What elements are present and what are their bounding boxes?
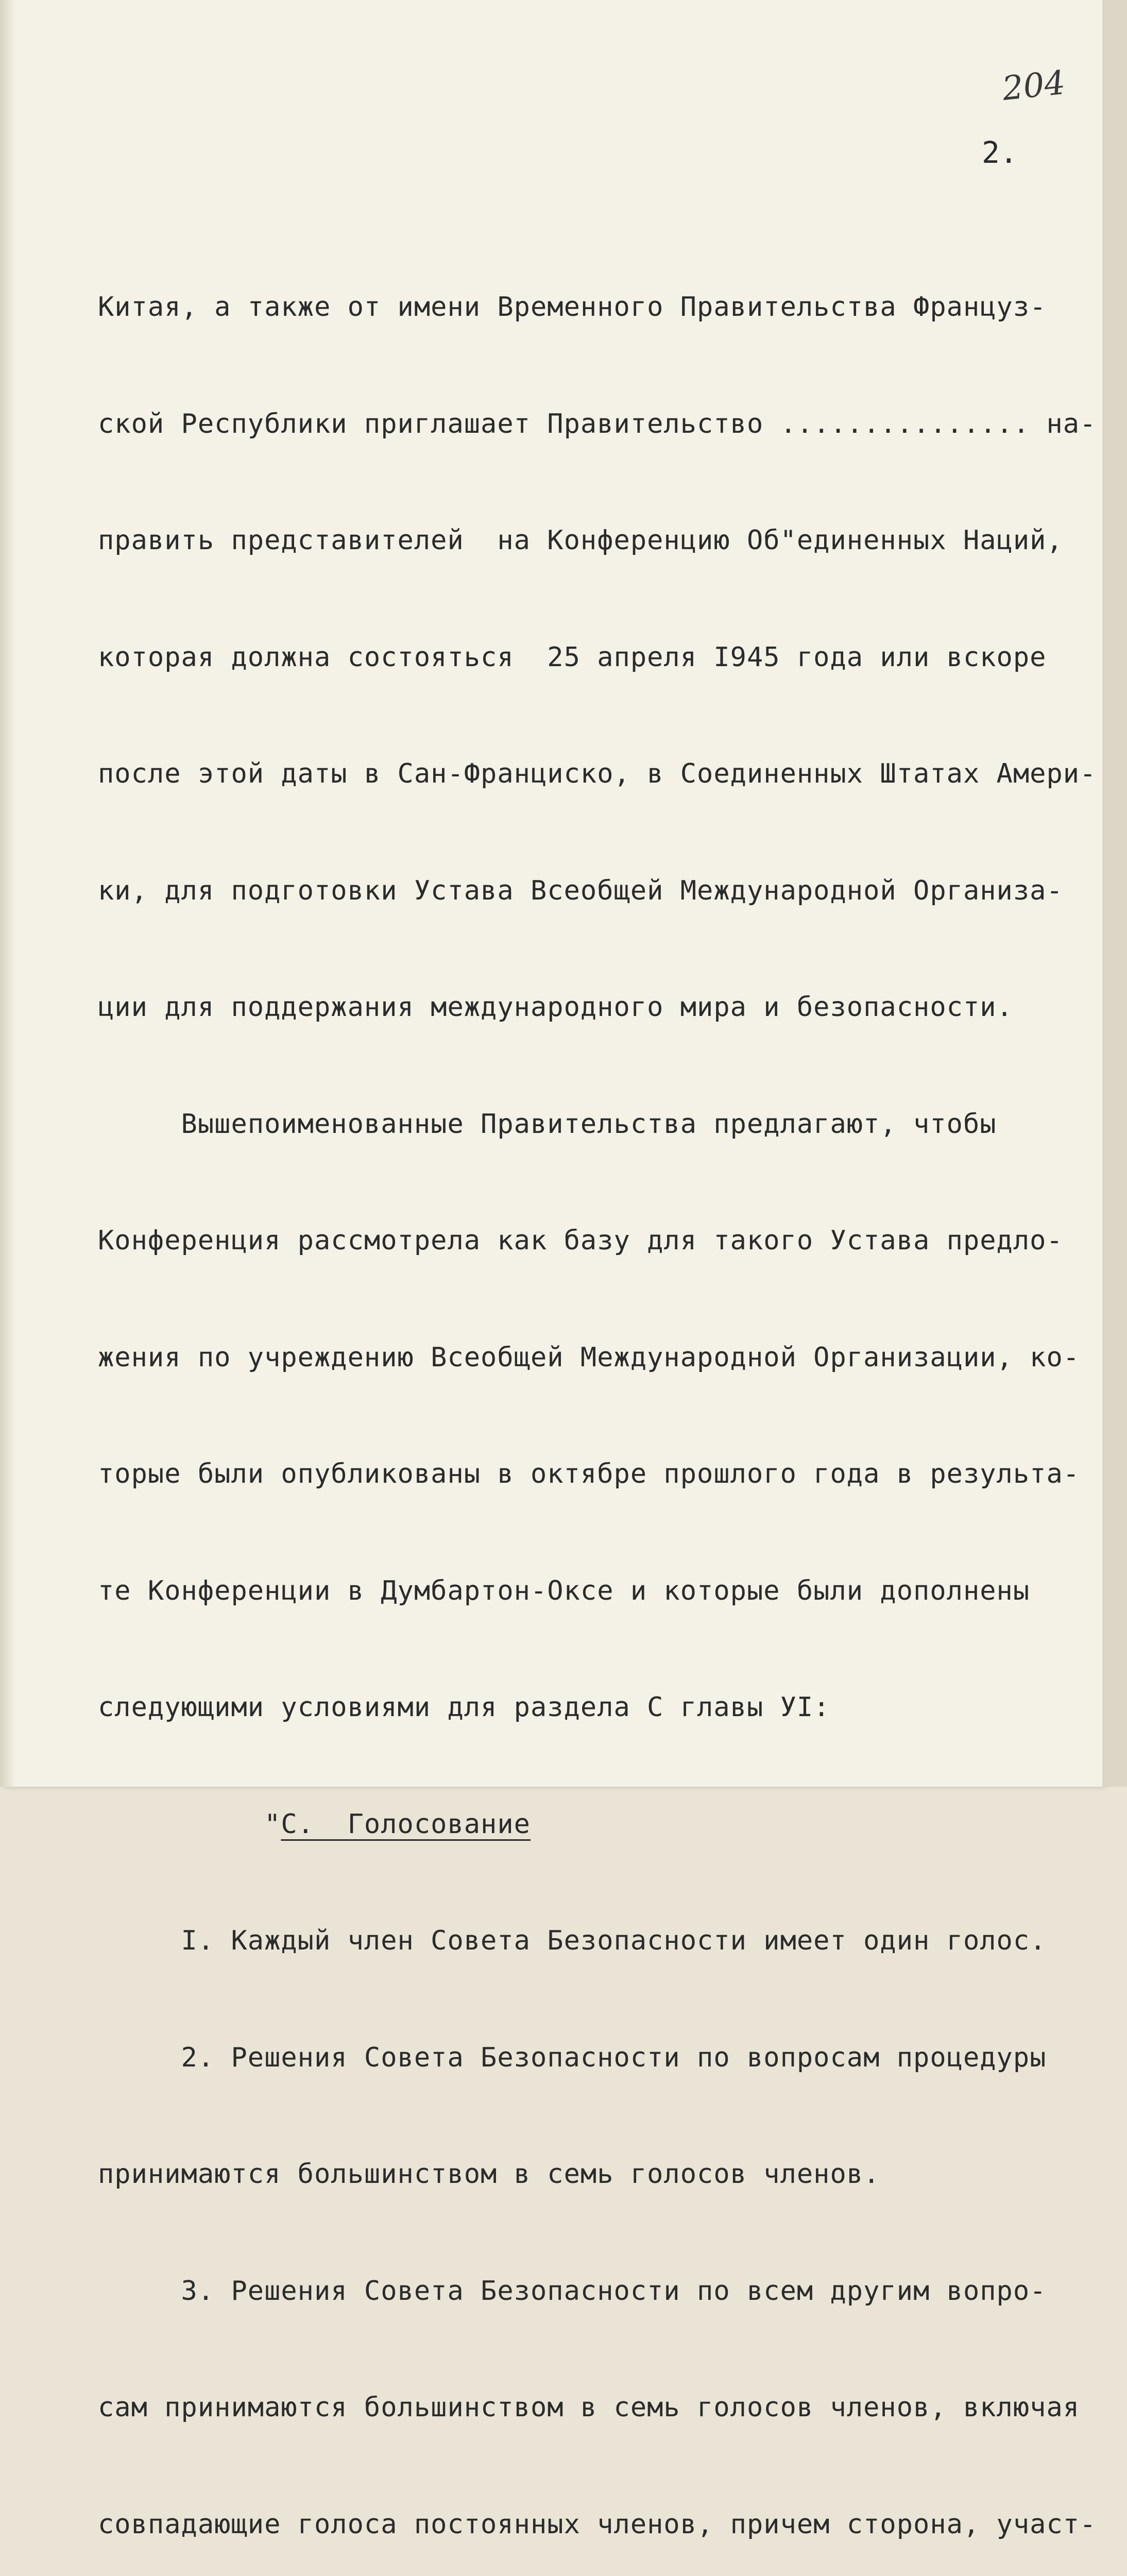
text-line: те Конференции в Думбартон-Оксе и которые были дополнены bbox=[98, 1575, 1030, 1606]
text-line: Китая, а также от имени Временного Правительства Француз- bbox=[98, 292, 1047, 323]
text-line: 3. Решения Совета Безопасности по всем другим вопро- bbox=[98, 2275, 1047, 2307]
binding-shadow bbox=[0, 0, 15, 1787]
archive-number: 204 bbox=[1000, 63, 1067, 109]
text-line: жения по учреждению Всеобщей Международной Организации, ко- bbox=[98, 1342, 1080, 1373]
text-line: ции для поддержания международного мира и безопасности. bbox=[98, 992, 1013, 1023]
text-line: 2. Решения Совета Безопасности по вопросам процедуры bbox=[98, 2042, 1047, 2073]
text-line: ской Республики приглашает Правительство ............... на- bbox=[98, 408, 1097, 439]
text-line: которая должна состояться 25 апреля I945 года или вскоре bbox=[98, 641, 1047, 673]
opening-quote: " bbox=[98, 1808, 281, 1840]
text-line: следующими условиями для раздела С главы УI: bbox=[98, 1692, 830, 1723]
voting-heading-line bbox=[98, 1805, 1066, 1844]
text-line: сам принимаются большинством в семь голосов членов, включая bbox=[98, 2392, 1080, 2423]
voting-heading: С. Голосование bbox=[281, 1808, 531, 1840]
text-line: принимаются большинством в семь голосов членов. bbox=[98, 2159, 880, 2190]
text-line: ки, для подготовки Устава Всеобщей Международной Организа- bbox=[98, 875, 1063, 906]
text-line: I. Каждый член Совета Безопасности имеет один голос. bbox=[98, 1925, 1047, 1956]
page-edge bbox=[1102, 0, 1127, 1787]
text-line: Вышепоименованные Правительства предлагают, чтобы bbox=[98, 1108, 997, 1140]
text-line: совпадающие голоса постоянных членов, причем сторона, участ- bbox=[98, 2509, 1097, 2540]
page-number: 2. bbox=[982, 135, 1018, 170]
text-line: править представителей на Конференцию Об"единенных Наций, bbox=[98, 525, 1063, 556]
document-body bbox=[98, 210, 1097, 2576]
text-line: торые были опубликованы в октябре прошлого года в результа- bbox=[98, 1459, 1080, 1489]
text-line: Конференция рассмотрела как базу для такого Устава предло- bbox=[98, 1225, 1063, 1256]
text-line: после этой даты в Сан-Франциско, в Соединенных Штатах Амери- bbox=[98, 758, 1097, 789]
